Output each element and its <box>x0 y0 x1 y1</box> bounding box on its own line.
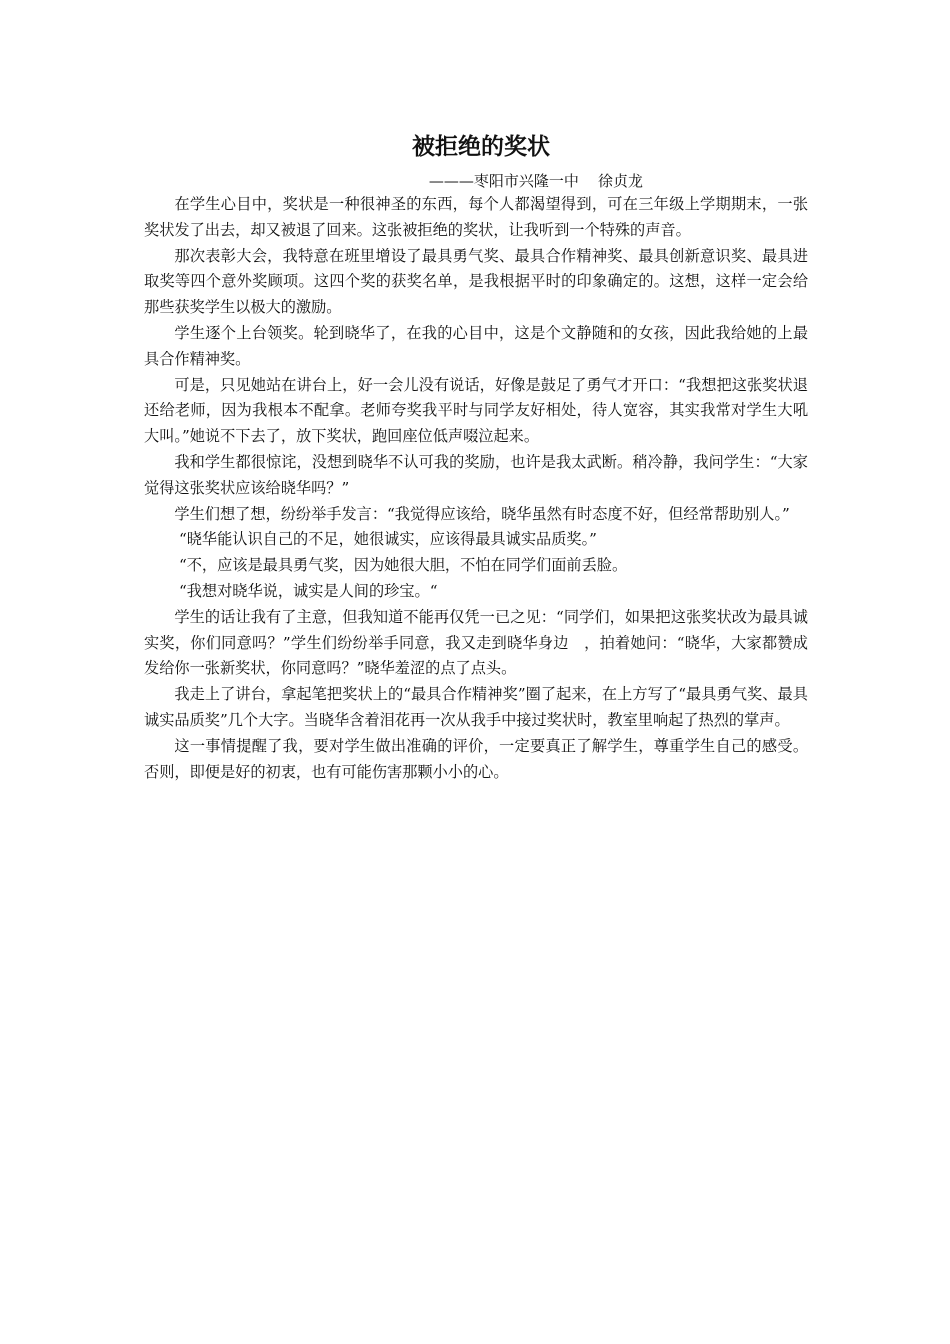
quote-paragraph: “我想对晓华说，诚实是人间的珍宝。“ <box>178 581 438 600</box>
document-body <box>144 192 808 785</box>
document-title: 被拒绝的奖状 <box>412 134 550 160</box>
quote-paragraph: “不，应该是最具勇气奖，因为她很大胆，不怕在同学们面前丢脸。 <box>178 556 628 575</box>
document-page <box>144 130 808 785</box>
paragraph: 我和学生都很惊诧，没想到晓华不认可我的奖励，也许是我太武断。稍冷静，我问学生：“大家觉得这张奖状应该给晓华吗？” <box>144 452 808 497</box>
quote-paragraph: “晓华能认识自己的不足，她很诚实，应该得最具诚实品质奖。” <box>178 530 597 549</box>
paragraph: 学生逐个上台领奖。轮到晓华了，在我的心目中，这是个文静随和的女孩，因此我给她的上最具合作精神奖。 <box>144 323 808 368</box>
paragraph: 在学生心目中，奖状是一种很神圣的东西，每个人都渴望得到，可在三年级上学期期末，一张奖状发了出去，却又被退了回来。这张被拒绝的奖状，让我听到一个特殊的声音。 <box>144 195 808 239</box>
paragraph: 学生的话让我有了主意，但我知道不能再仅凭一已之见：“同学们，如果把这张奖状改为最具诚实奖，你们同意吗？”学生们纷纷举手同意，我又走到晓华身边 ，拍着她问：“晓华，大家都赞成发给你一张新奖状，你同意吗？”晓华羞涩的点了点头。 <box>144 607 808 678</box>
paragraph: 这一事情提醒了我，要对学生做出准确的评价，一定要真正了解学生，尊重学生自己的感受。否则，即便是好的初衷，也有可能伤害那颗小小的心。 <box>144 736 808 781</box>
paragraph: 我走上了讲台，拿起笔把奖状上的“最具合作精神奖”圈了起来，在上方写了“最具勇气奖、最具诚实品质奖”几个大字。当晓华含着泪花再一次从我手中接过奖状时，教室里响起了热烈的掌声。 <box>144 685 808 729</box>
paragraph: 学生们想了想，纷纷举手发言：“我觉得应该给，晓华虽然有时态度不好，但经常帮助别人。” <box>174 504 790 523</box>
paragraph: 那次表彰大会，我特意在班里增设了最具勇气奖、最具合作精神奖、最具创新意识奖、最具进取奖等四个意外奖顾项。这四个奖的获奖名单，是我根据平时的印象确定的。这想，这样一定会给那些获奖学生以极大的激励。 <box>144 246 808 317</box>
paragraph: 可是，只见她站在讲台上，好一会儿没有说话，好像是鼓足了勇气才开口：“我想把这张奖状退还给老师，因为我根本不配拿。老师夸奖我平时与同学友好相处，待人宽容，其实我常对学生大吼大叫。”她说不下去了，放下奖状，跑回座位低声啜泣起来。 <box>144 375 808 446</box>
author-byline: ———枣阳市兴隆一中 徐贞龙 <box>428 172 643 190</box>
